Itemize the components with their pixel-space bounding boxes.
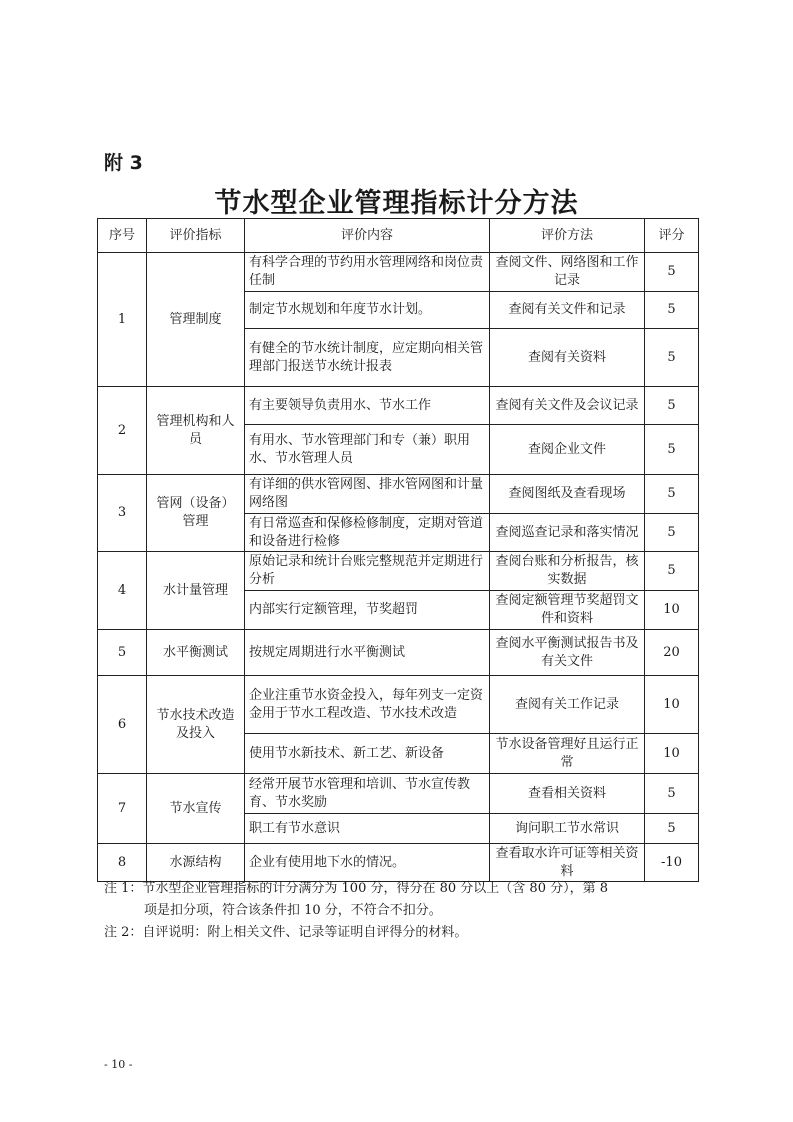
row-method: 查阅有关资料 xyxy=(490,329,645,387)
row-score: 5 xyxy=(645,292,699,329)
row-method: 查看取水许可证等相关资料 xyxy=(490,844,645,882)
row-method: 查看相关资料 xyxy=(490,774,645,814)
table-row xyxy=(98,253,699,292)
row-score: 5 xyxy=(645,552,699,591)
row-method: 询问职工节水常识 xyxy=(490,814,645,844)
row-content: 职工有节水意识 xyxy=(245,814,490,844)
row-score: 5 xyxy=(645,774,699,814)
group-no: 6 xyxy=(98,676,147,774)
table-row xyxy=(98,630,699,676)
group-indicator: 水平衡测试 xyxy=(147,630,245,676)
group-indicator: 水计量管理 xyxy=(147,552,245,630)
row-content: 有健全的节水统计制度，应定期向相关管理部门报送节水统计报表 xyxy=(245,329,490,387)
row-content: 内部实行定额管理，节奖超罚 xyxy=(245,591,490,630)
group-no: 2 xyxy=(98,387,147,475)
row-score: 10 xyxy=(645,591,699,630)
row-method: 查阅有关文件及会议记录 xyxy=(490,387,645,425)
table-row xyxy=(98,475,699,514)
group-no: 4 xyxy=(98,552,147,630)
row-content: 有科学合理的节约用水管理网络和岗位责任制 xyxy=(245,253,490,292)
table-row xyxy=(98,552,699,591)
row-content: 企业有使用地下水的情况。 xyxy=(245,844,490,882)
row-method: 节水设备管理好且运行正常 xyxy=(490,734,645,774)
row-method: 查阅文件、网络图和工作记录 xyxy=(490,253,645,292)
row-method: 查阅有关工作记录 xyxy=(490,676,645,734)
row-score: 10 xyxy=(645,676,699,734)
table-header-row xyxy=(98,219,699,253)
row-score: 5 xyxy=(645,475,699,514)
row-content: 有用水、节水管理部门和专（兼）职用水、节水管理人员 xyxy=(245,425,490,475)
row-method: 查阅台账和分析报告，核实数据 xyxy=(490,552,645,591)
header-score: 评分 xyxy=(645,219,699,253)
group-no: 5 xyxy=(98,630,147,676)
row-content: 有主要领导负责用水、节水工作 xyxy=(245,387,490,425)
table-row xyxy=(98,387,699,425)
row-score: 10 xyxy=(645,734,699,774)
table-row xyxy=(98,676,699,734)
group-indicator: 节水技术改造及投入 xyxy=(147,676,245,774)
row-method: 查阅有关文件和记录 xyxy=(490,292,645,329)
row-content: 企业注重节水资金投入，每年列支一定资金用于节水工程改造、节水技术改造 xyxy=(245,676,490,734)
group-no: 3 xyxy=(98,475,147,552)
row-score: 5 xyxy=(645,814,699,844)
row-content: 按规定周期进行水平衡测试 xyxy=(245,630,490,676)
row-method: 查阅企业文件 xyxy=(490,425,645,475)
notes xyxy=(104,878,704,944)
scoring-table xyxy=(97,218,699,882)
row-content: 原始记录和统计台账完整规范并定期进行分析 xyxy=(245,552,490,591)
appendix-label: 附 3 xyxy=(104,152,143,174)
page-number: - 10 - xyxy=(104,1058,133,1071)
row-method: 查阅图纸及查看现场 xyxy=(490,475,645,514)
row-score: 20 xyxy=(645,630,699,676)
table-row xyxy=(98,774,699,814)
row-content: 使用节水新技术、新工艺、新设备 xyxy=(245,734,490,774)
row-score: 5 xyxy=(645,425,699,475)
row-method: 查阅巡查记录和落实情况 xyxy=(490,514,645,552)
note-1-line-2: 项是扣分项，符合该条件扣 10 分，不符合不扣分。 xyxy=(144,903,442,918)
row-score: -10 xyxy=(645,844,699,882)
header-content: 评价内容 xyxy=(245,219,490,253)
row-content: 制定节水规划和年度节水计划。 xyxy=(245,292,490,329)
table-row xyxy=(98,844,699,882)
group-no: 7 xyxy=(98,774,147,844)
row-score: 5 xyxy=(645,387,699,425)
group-indicator: 管网（设备）管理 xyxy=(147,475,245,552)
row-content: 有详细的供水管网图、排水管网图和计量网络图 xyxy=(245,475,490,514)
group-no: 1 xyxy=(98,253,147,387)
group-indicator: 节水宣传 xyxy=(147,774,245,844)
row-method: 查阅水平衡测试报告书及有关文件 xyxy=(490,630,645,676)
header-no: 序号 xyxy=(98,219,147,253)
group-indicator: 管理制度 xyxy=(147,253,245,387)
header-method: 评价方法 xyxy=(490,219,645,253)
header-indicator: 评价指标 xyxy=(147,219,245,253)
row-score: 5 xyxy=(645,514,699,552)
row-content: 经常开展节水管理和培训、节水宣传教育、节水奖励 xyxy=(245,774,490,814)
group-no: 8 xyxy=(98,844,147,882)
row-score: 5 xyxy=(645,329,699,387)
note-1-line-1: 注 1：节水型企业管理指标的计分满分为 100 分，得分在 80 分以上（含 80 分），第 8 xyxy=(104,881,608,896)
row-method: 查阅定额管理节奖超罚文件和资料 xyxy=(490,591,645,630)
note-2: 注 2：自评说明：附上相关文件、记录等证明自评得分的材料。 xyxy=(104,925,468,940)
group-indicator: 水源结构 xyxy=(147,844,245,882)
row-content: 有日常巡查和保修检修制度，定期对管道和设备进行检修 xyxy=(245,514,490,552)
group-indicator: 管理机构和人员 xyxy=(147,387,245,475)
row-score: 5 xyxy=(645,253,699,292)
page-title: 节水型企业管理指标计分方法 xyxy=(214,188,579,219)
